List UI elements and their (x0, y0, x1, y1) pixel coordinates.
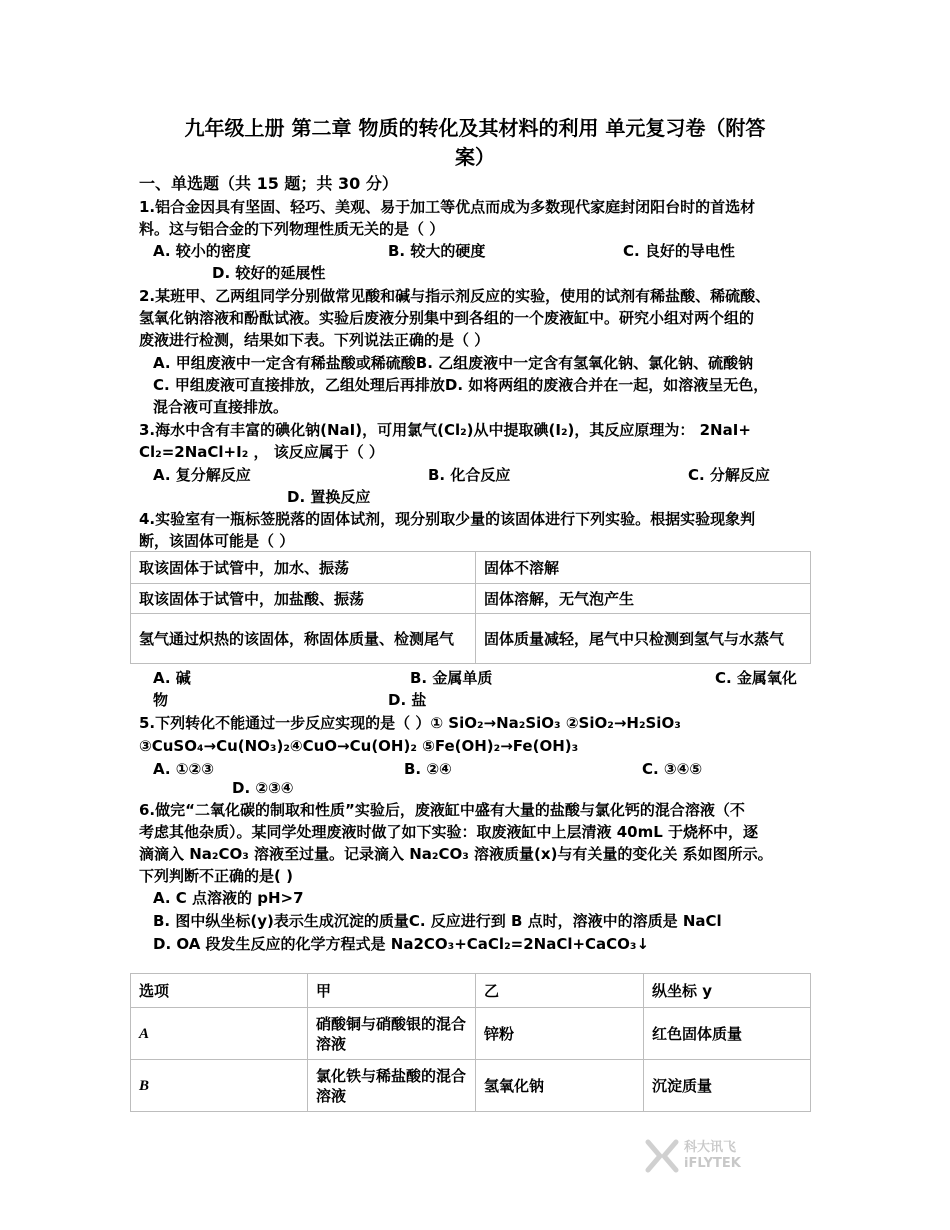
q2-line-2: 氢氧化钠溶液和酚酞试液。实验后废液分别集中到各组的一个废液缸中。研究小组对两个组的 (139, 309, 755, 327)
q2-option-a-b: A. 甲组废液中一定含有稀盐酸或稀硫酸B. 乙组废液中一定含有氢氧化钠、氯化钠、硫酸钠 (153, 354, 754, 372)
table-header-row (131, 974, 811, 1008)
q1-option-d: D. 较好的延展性 (212, 264, 326, 282)
q2-line-3: 废液进行检测，结果如下表。下列说法正确的是（ ） (139, 331, 490, 349)
q4-option-d: D. 盐 (388, 691, 427, 709)
q1-option-b: B. 较大的硬度 (388, 242, 486, 260)
table-cell: 氯化铁与稀盐酸的混合溶液 (308, 1060, 476, 1112)
table-row (131, 584, 811, 614)
iflytek-mark-icon (644, 1138, 680, 1174)
q5-option-c: C. ③④⑤ (642, 760, 703, 778)
iflytek-logo (644, 1138, 756, 1174)
q1-option-a: A. 较小的密度 (153, 242, 251, 260)
q6-option-d: D. OA 段发生反应的化学方程式是 Na2CO₃+CaCl₂=2NaCl+CaCO₃↓ (153, 935, 650, 953)
table-header-cell: 甲 (308, 974, 476, 1008)
table-cell: 固体质量减轻，尾气中只检测到氢气与水蒸气 (476, 614, 811, 664)
table-cell: B (131, 1060, 308, 1112)
table-cell: 硝酸铜与硝酸银的混合溶液 (308, 1008, 476, 1060)
q5-option-b: B. ②④ (404, 760, 452, 778)
table-cell: 固体溶解，无气泡产生 (476, 584, 811, 614)
q2-option-c-d: C. 甲组废液可直接排放，乙组处理后再排放D. 如将两组的废液合并在一起，如溶液呈无色， (153, 376, 769, 394)
q5-option-d: D. ②③④ (232, 779, 294, 797)
q4-option-b: B. 金属单质 (410, 669, 493, 687)
iflytek-logo-text: 科大讯飞 iFLYTEK (684, 1140, 741, 1171)
table-row (131, 614, 811, 664)
table-row (131, 1060, 811, 1112)
table-cell: 氢气通过炽热的该固体，称固体质量、检测尾气 (131, 614, 476, 664)
table-cell: 氢氧化钠 (476, 1060, 644, 1112)
q6-line-4: 下列判断不正确的是( ) (139, 867, 293, 885)
q4-option-c: C. 金属氧化 (715, 669, 797, 687)
q5-line-2: ③CuSO₄→Cu(NO₃)₂④CuO→Cu(OH)₂ ⑤Fe(OH)₂→Fe(OH)₃ (139, 737, 579, 755)
q6-line-1: 6.做完“二氧化碳的制取和性质”实验后，废液缸中盛有大量的盐酸与氯化钙的混合溶液（不 (139, 801, 745, 819)
table-row (131, 1008, 811, 1060)
q3-option-d: D. 置换反应 (287, 488, 371, 506)
q3-line-1: 3.海水中含有丰富的碘化钠(NaI)，可用氯气(Cl₂)从中提取碘(I₂)，其反应原理为： 2NaI+ (139, 421, 751, 439)
q2-line-1: 2.某班甲、乙两组同学分别做常见酸和碱与指示剂反应的实验，使用的试剂有稀盐酸、稀硫酸、 (139, 287, 771, 305)
q3-line-2: Cl₂=2NaCl+I₂ ， 该反应属于（ ） (139, 443, 384, 461)
table-cell: 红色固体质量 (644, 1008, 811, 1060)
q3-option-b: B. 化合反应 (428, 466, 511, 484)
table-cell: 取该固体于试管中，加水、振荡 (131, 552, 476, 584)
document-title: 九年级上册 第二章 物质的转化及其材料的利用 单元复习卷（附答 案） (184, 116, 766, 169)
q3-option-a: A. 复分解反应 (153, 466, 251, 484)
q3-option-c: C. 分解反应 (688, 466, 770, 484)
table-header-cell: 乙 (476, 974, 644, 1008)
table-cell: 锌粉 (476, 1008, 644, 1060)
q5-option-a: A. ①②③ (153, 760, 214, 778)
q4-line-1: 4.实验室有一瓶标签脱落的固体试剂，现分别取少量的该固体进行下列实验。根据实验现象判 (139, 510, 756, 528)
q2-option-d-cont: 混合液可直接排放。 (153, 398, 289, 416)
table-header-cell: 纵坐标 y (644, 974, 811, 1008)
table-row (131, 552, 811, 584)
q4-table (130, 551, 811, 664)
q1-option-c: C. 良好的导电性 (623, 242, 735, 260)
section-heading: 一、单选题（共 15 题；共 30 分） (139, 174, 398, 193)
q5-line-1: 5.下列转化不能通过一步反应实现的是（ ）① SiO₂→Na₂SiO₃ ②SiO₂→H₂SiO₃ (139, 714, 681, 732)
q1-line-1: 1.铝合金因具有坚固、轻巧、美观、易于加工等优点而成为多数现代家庭封闭阳台时的首选材 (139, 198, 756, 216)
q4-line-2: 断，该固体可能是（ ） (139, 532, 295, 550)
table-cell: 固体不溶解 (476, 552, 811, 584)
q4-option-c-cont: 物 (153, 691, 169, 709)
q6-option-a: A. C 点溶液的 pH>7 (153, 889, 304, 907)
q6-option-b-c: B. 图中纵坐标(y)表示生成沉淀的质量C. 反应进行到 B 点时，溶液中的溶质是 NaCl (153, 912, 722, 930)
q4-option-a: A. 碱 (153, 669, 191, 687)
table-cell: A (131, 1008, 308, 1060)
q1-line-2: 料。这与铝合金的下列物理性质无关的是（ ） (139, 220, 445, 238)
table-cell: 取该固体于试管中，加盐酸、振荡 (131, 584, 476, 614)
q6-options-table (130, 973, 811, 1112)
table-cell: 沉淀质量 (644, 1060, 811, 1112)
q6-line-2: 考虑其他杂质）。某同学处理废液时做了如下实验：取废液缸中上层清液 40mL 于烧杯中，逐 (139, 823, 759, 841)
q6-line-3: 滴滴入 Na₂CO₃ 溶液至过量。记录滴入 Na₂CO₃ 溶液质量(x)与有关量的变化关 系如图所示。 (139, 845, 773, 863)
table-header-cell: 选项 (131, 974, 308, 1008)
